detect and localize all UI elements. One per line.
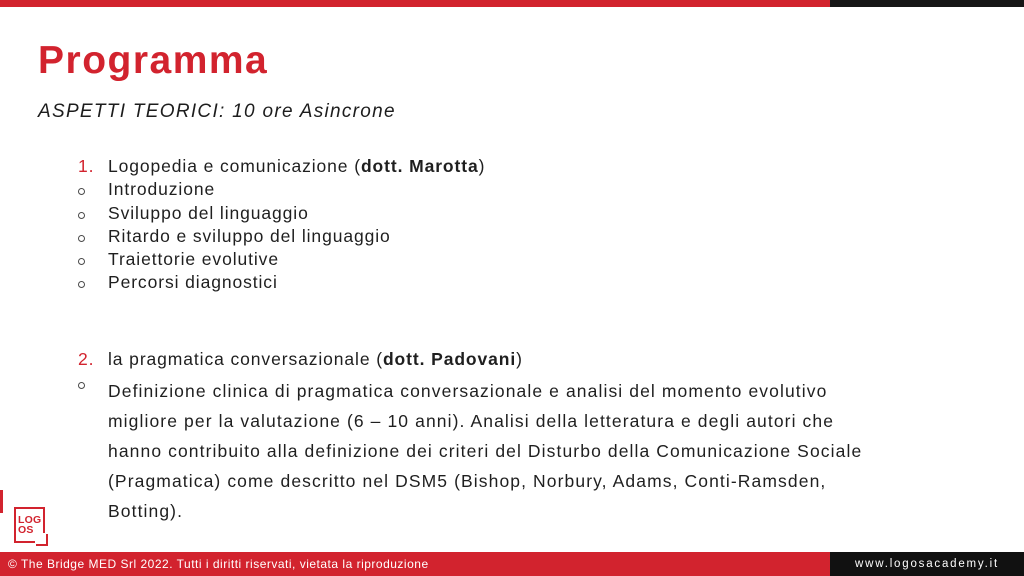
- list-item: [78, 248, 485, 271]
- section-2-paragraph-item: [78, 371, 862, 526]
- bullet-circle-icon: [78, 235, 85, 242]
- list-item-text: Introduzione: [108, 179, 216, 200]
- list-item: [78, 178, 485, 201]
- list-item: [78, 225, 485, 248]
- list-item: [78, 202, 485, 225]
- list-item-text: Traiettorie evolutive: [108, 249, 279, 270]
- left-edge-accent-tick: [0, 490, 3, 513]
- section-1-title-suffix: ): [478, 156, 486, 176]
- section-2-title-speaker: dott. Padovani: [382, 349, 517, 369]
- paragraph-line: hanno contribuito alla definizione dei criteri del Disturbo della Comunicazione Sociale: [108, 441, 863, 461]
- section-1-title: [108, 155, 485, 178]
- section-2-number: 2.: [78, 349, 95, 369]
- logo-text-line1: LOG: [18, 514, 42, 526]
- section-1-title-prefix: Logopedia e comunicazione (: [108, 156, 361, 176]
- logo-corner-step: [36, 534, 48, 546]
- page-title: Programma: [38, 39, 269, 82]
- subtitle: ASPETTI TEORICI: 10 ore Asincrone: [38, 101, 396, 122]
- section-2-title-suffix: ): [516, 349, 523, 369]
- section-2-heading: [78, 347, 862, 371]
- footer-copyright-bar: [0, 552, 830, 576]
- bullet-circle-icon: [78, 188, 85, 195]
- section-1-list: [78, 155, 485, 295]
- section-1-heading: [78, 155, 485, 178]
- footer-website-bar: [830, 552, 1024, 576]
- section-2-paragraph: [108, 376, 862, 526]
- bullet-circle-icon: [78, 212, 85, 219]
- logos-logo: [14, 507, 48, 547]
- bullet-circle-icon: [78, 281, 85, 288]
- paragraph-line: Botting).: [108, 501, 184, 521]
- list-item-text: Percorsi diagnostici: [108, 272, 278, 293]
- section-2-title-prefix: la pragmatica conversazionale (: [108, 349, 383, 369]
- copyright-text: © The Bridge MED Srl 2022. Tutti i diritti riservati, vietata la riproduzione: [8, 557, 429, 571]
- list-item-text: Sviluppo del linguaggio: [108, 202, 309, 223]
- bullet-circle-icon: [78, 258, 85, 265]
- section-2-list: [78, 347, 862, 526]
- list-item-text: Ritardo e sviluppo del linguaggio: [108, 225, 391, 246]
- paragraph-line: migliore per la valutazione (6 – 10 anni). Analisi della letteratura e degli autori che: [108, 411, 835, 431]
- paragraph-line: (Pragmatica) come descritto nel DSM5 (Bishop, Norbury, Adams, Conti-Ramsden,: [108, 471, 827, 491]
- paragraph-line: Definizione clinica di pragmatica conversazionale e analisi del momento evolutivo: [108, 381, 828, 401]
- logo-text-line2: OS: [18, 524, 34, 536]
- website-link[interactable]: www.logosacademy.it: [855, 558, 999, 570]
- section-2-title: [108, 347, 523, 371]
- list-item: [78, 271, 485, 294]
- section-1-title-speaker: dott. Marotta: [360, 156, 479, 176]
- logos-logo-box: [14, 507, 45, 543]
- top-accent-bar-red: [0, 0, 830, 7]
- top-accent-bar-black: [830, 0, 1024, 7]
- section-1-number: 1.: [78, 156, 95, 176]
- bullet-circle-icon: [78, 382, 85, 389]
